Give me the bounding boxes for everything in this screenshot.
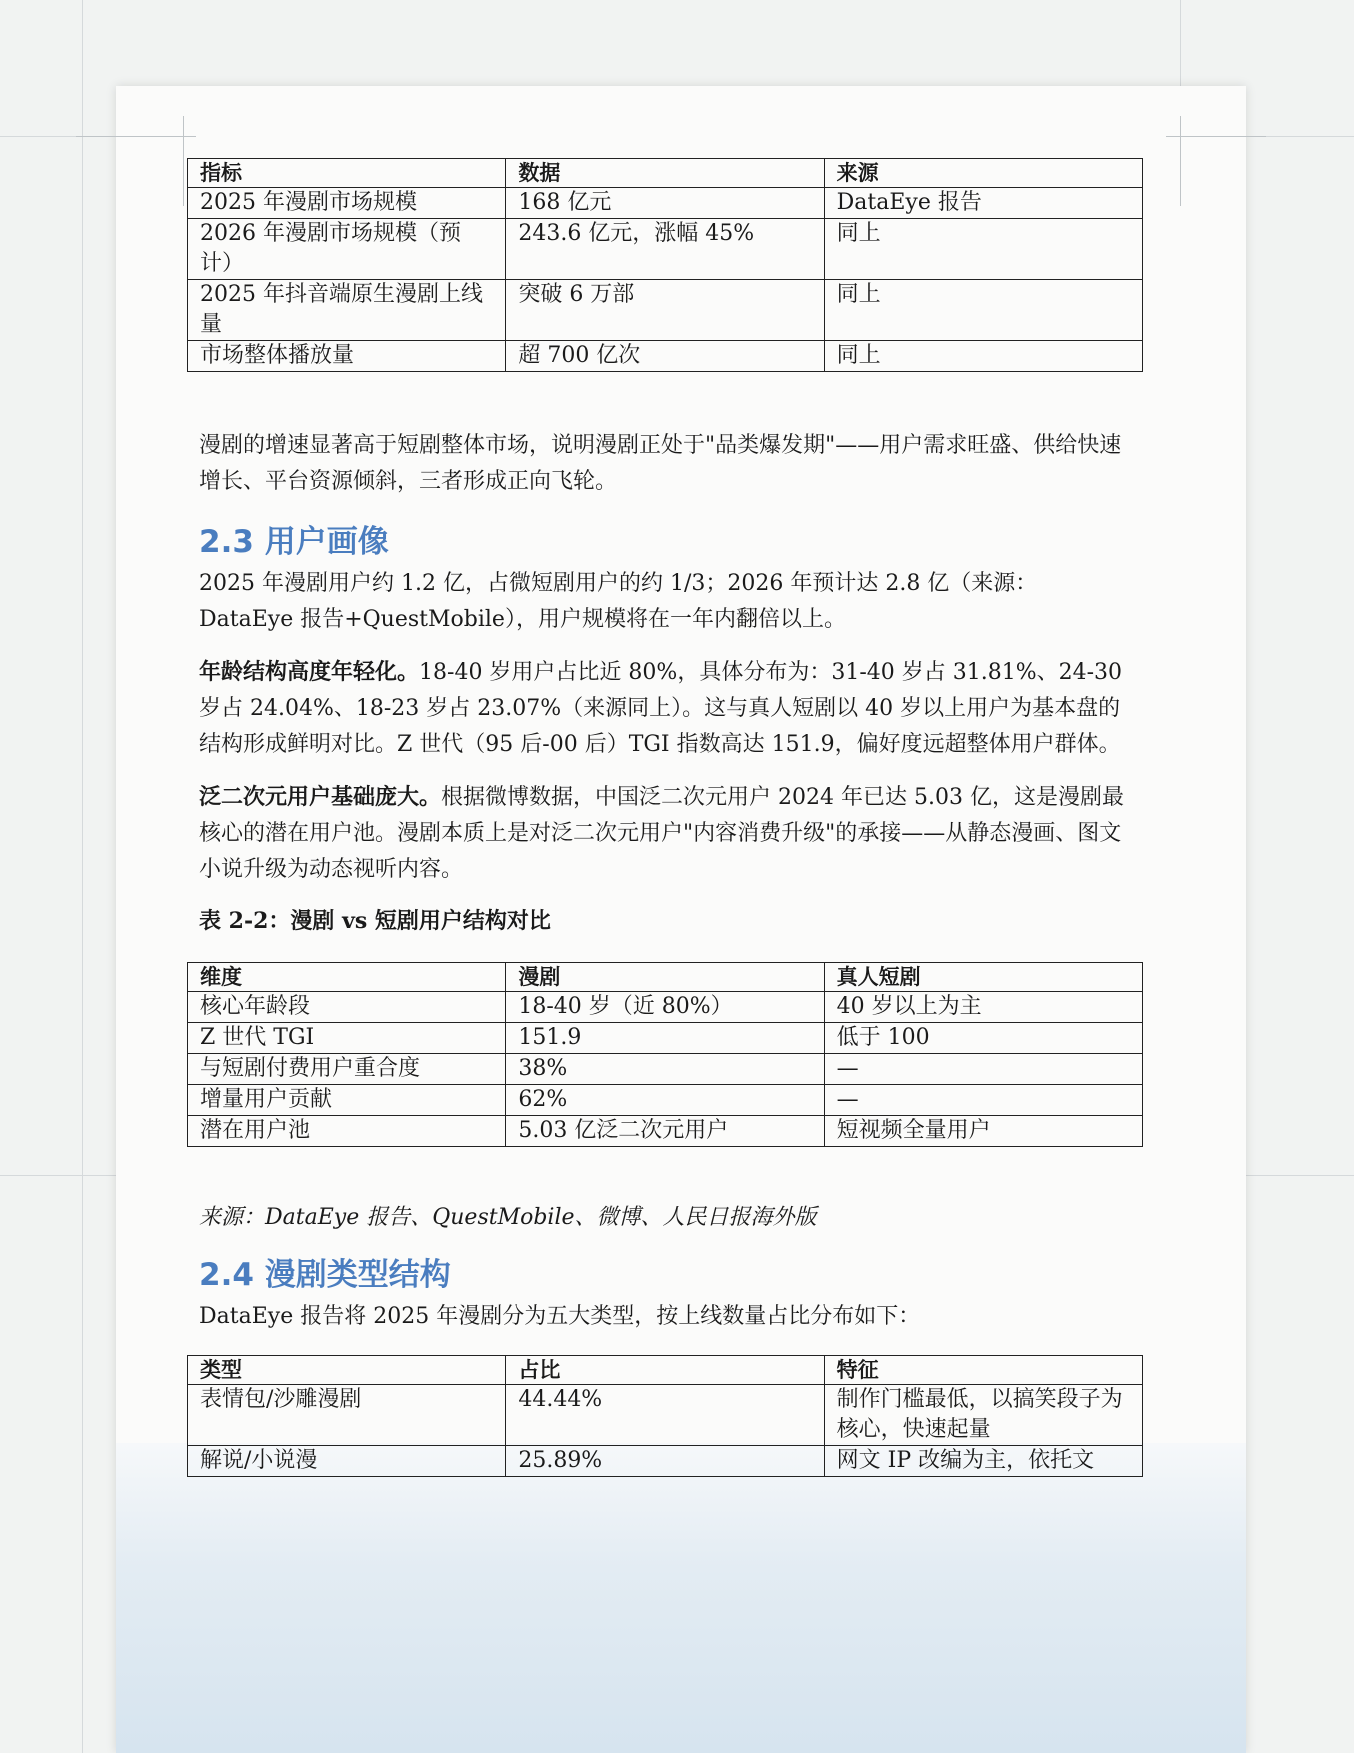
table-cell: DataEye 报告 (824, 188, 1142, 219)
table-cell: 2025 年抖音端原生漫剧上线量 (188, 280, 506, 341)
table-source-note: 来源：DataEye 报告、QuestMobile、微博、人民日报海外版 (199, 1205, 817, 1230)
table-cell: 151.9 (506, 1023, 824, 1054)
section-heading-2-4: 2.4 漫剧类型结构 (199, 1257, 451, 1293)
table-cell: 40 岁以上为主 (824, 992, 1142, 1023)
table-cell: — (824, 1085, 1142, 1116)
table-cell: 168 亿元 (506, 188, 824, 219)
table-cell: 44.44% (506, 1385, 824, 1446)
table-row (188, 1085, 1143, 1116)
table-cell: 同上 (824, 341, 1142, 372)
table-header-cell: 数据 (506, 159, 824, 188)
table-caption: 表 2-2：漫剧 vs 短剧用户结构对比 (199, 908, 551, 934)
table-cell: 2026 年漫剧市场规模（预计） (188, 219, 506, 280)
user-size-paragraph: 2025 年漫剧用户约 1.2 亿，占微短剧用户的约 1/3；2026 年预计达 2.8 亿（来源：DataEye 报告+QuestMobile），用户规模将在一年内翻倍以上。 (199, 571, 1038, 632)
page-bottom-tint (116, 1443, 1246, 1753)
table-row (188, 992, 1143, 1023)
table-row (188, 1446, 1143, 1477)
table-row (188, 219, 1143, 280)
table-cell: 5.03 亿泛二次元用户 (506, 1116, 824, 1147)
table-cell: 短视频全量用户 (824, 1116, 1142, 1147)
table-row (188, 341, 1143, 372)
table-header-cell: 漫剧 (506, 963, 824, 992)
document-page (116, 86, 1246, 1753)
table-cell: 潜在用户池 (188, 1116, 506, 1147)
table-cell: Z 世代 TGI (188, 1023, 506, 1054)
growth-paragraph: 漫剧的增速显著高于短剧整体市场，说明漫剧正处于"品类爆发期"——用户需求旺盛、供给快速增长、平台资源倾斜，三者形成正向飞轮。 (199, 433, 1122, 494)
table-cell: 同上 (824, 280, 1142, 341)
table-header-cell: 维度 (188, 963, 506, 992)
acg-users-paragraph (199, 779, 1131, 888)
table-header-cell: 类型 (188, 1356, 506, 1385)
table-cell: 突破 6 万部 (506, 280, 824, 341)
paragraph-lead: 泛二次元用户基础庞大。 (199, 784, 442, 810)
table-cell: — (824, 1054, 1142, 1085)
types-intro-paragraph: DataEye 报告将 2025 年漫剧分为五大类型，按上线数量占比分布如下： (199, 1304, 921, 1329)
table-cell: 制作门槛最低，以搞笑段子为核心，快速起量 (824, 1385, 1142, 1446)
paragraph-lead: 年龄结构高度年轻化。 (199, 659, 420, 685)
table-cell: 网文 IP 改编为主，依托文 (824, 1446, 1142, 1477)
table-cell: 核心年龄段 (188, 992, 506, 1023)
drama-types-table (187, 1355, 1143, 1477)
table-cell: 25.89% (506, 1446, 824, 1477)
table-row (188, 1054, 1143, 1085)
user-structure-table (187, 962, 1143, 1147)
table-cell: 超 700 亿次 (506, 341, 824, 372)
table-row (188, 280, 1143, 341)
table-cell: 市场整体播放量 (188, 341, 506, 372)
table-cell: 38% (506, 1054, 824, 1085)
table-row (188, 1116, 1143, 1147)
table-row (188, 1385, 1143, 1446)
table-cell: 低于 100 (824, 1023, 1142, 1054)
page-content (187, 158, 1143, 1477)
table-row (188, 1023, 1143, 1054)
table-header-cell: 指标 (188, 159, 506, 188)
paragraph-text: 根据微博数据，中国泛二次元用户 2024 年已达 5.03 亿，这是漫剧最核心的潜在用户池。漫剧本质上是对泛二次元用户"内容消费升级"的承接——从静态漫画、图文小说升级为动态视听内容。 (199, 785, 1124, 882)
table-header-cell: 真人短剧 (824, 963, 1142, 992)
table-cell: 增量用户贡献 (188, 1085, 506, 1116)
paragraph-text: 18-40 岁用户占比近 80%，具体分布为：31-40 岁占 31.81%、24-30 岁占 24.04%、18-23 岁占 23.07%（来源同上）。这与真人短剧以 40 岁以上用户为基本盘的结构形成鲜明对比。Z 世代（95 后-00 后）TGI 指数高达 151.9，偏好度远超整体用户群体。 (199, 660, 1123, 757)
table-cell: 表情包/沙雕漫剧 (188, 1385, 506, 1446)
table-cell: 62% (506, 1085, 824, 1116)
table-cell: 18-40 岁（近 80%） (506, 992, 824, 1023)
table-cell: 243.6 亿元，涨幅 45% (506, 219, 824, 280)
section-heading-2-3: 2.3 用户画像 (199, 524, 389, 560)
table-header-cell: 来源 (824, 159, 1142, 188)
table-cell: 同上 (824, 219, 1142, 280)
table-row (188, 188, 1143, 219)
table-cell: 2025 年漫剧市场规模 (188, 188, 506, 219)
table-header-cell: 特征 (824, 1356, 1142, 1385)
age-structure-paragraph (199, 654, 1131, 763)
table-header-cell: 占比 (506, 1356, 824, 1385)
table-cell: 与短剧付费用户重合度 (188, 1054, 506, 1085)
market-data-table (187, 158, 1143, 372)
table-cell: 解说/小说漫 (188, 1446, 506, 1477)
